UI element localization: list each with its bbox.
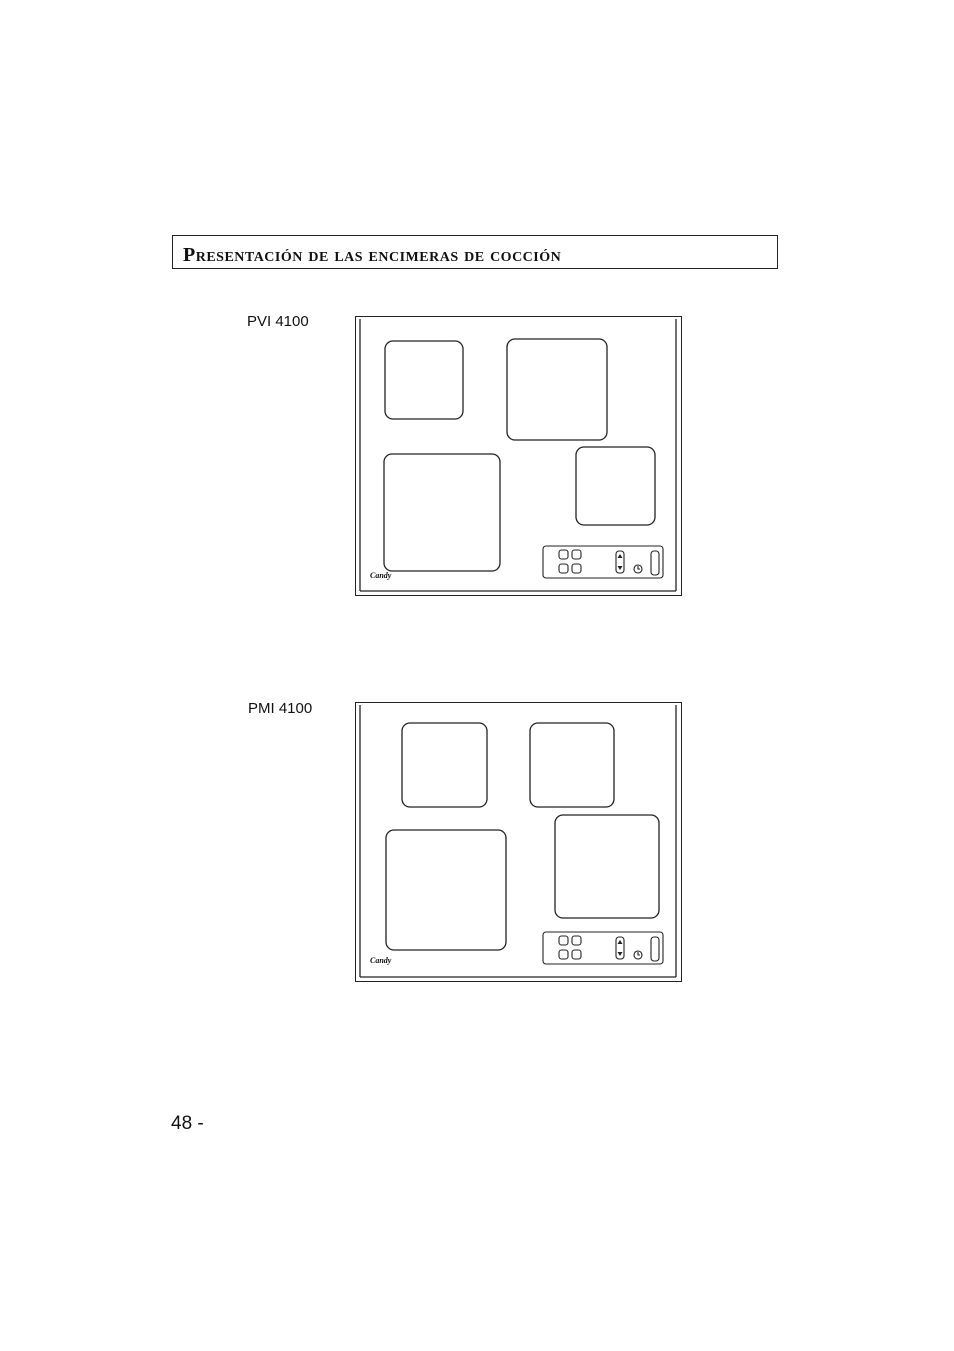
cooking-zone — [385, 341, 463, 419]
power-key-icon — [651, 937, 659, 961]
cooking-zone — [386, 830, 506, 950]
touch-key-icon — [559, 936, 568, 945]
section-header — [172, 235, 778, 269]
cooking-zone — [384, 454, 500, 571]
power-key-icon — [651, 551, 659, 575]
arrow-up-icon — [618, 554, 623, 558]
model-label-pmi: PMI 4100 — [248, 700, 313, 717]
model-label-pvi: PVI 4100 — [247, 313, 309, 330]
arrow-down-icon — [618, 952, 623, 956]
cooking-zone — [576, 447, 655, 525]
touch-key-icon — [559, 950, 568, 959]
touch-key-icon — [572, 950, 581, 959]
touch-key-icon — [559, 550, 568, 559]
cooking-zone — [530, 723, 614, 807]
hob-drawing-pmi — [356, 703, 683, 983]
control-panel — [543, 932, 663, 964]
hob-drawing-pvi — [356, 317, 683, 597]
touch-key-icon — [572, 936, 581, 945]
touch-key-icon — [572, 550, 581, 559]
cooking-zone — [402, 723, 487, 807]
section-title: Presentación de las encimeras de cocción — [183, 244, 562, 266]
page-number: 48 - — [171, 1113, 204, 1134]
hob-diagram-pmi — [355, 702, 682, 982]
hob-diagram-pvi — [355, 316, 682, 596]
cooking-zone — [555, 815, 659, 918]
brand-logo: Candy — [370, 571, 392, 580]
touch-key-icon — [572, 564, 581, 573]
control-panel — [543, 546, 663, 578]
arrow-up-icon — [618, 940, 623, 944]
touch-key-icon — [559, 564, 568, 573]
arrow-down-icon — [618, 566, 623, 570]
brand-logo: Candy — [370, 956, 392, 965]
cooking-zone — [507, 339, 607, 440]
